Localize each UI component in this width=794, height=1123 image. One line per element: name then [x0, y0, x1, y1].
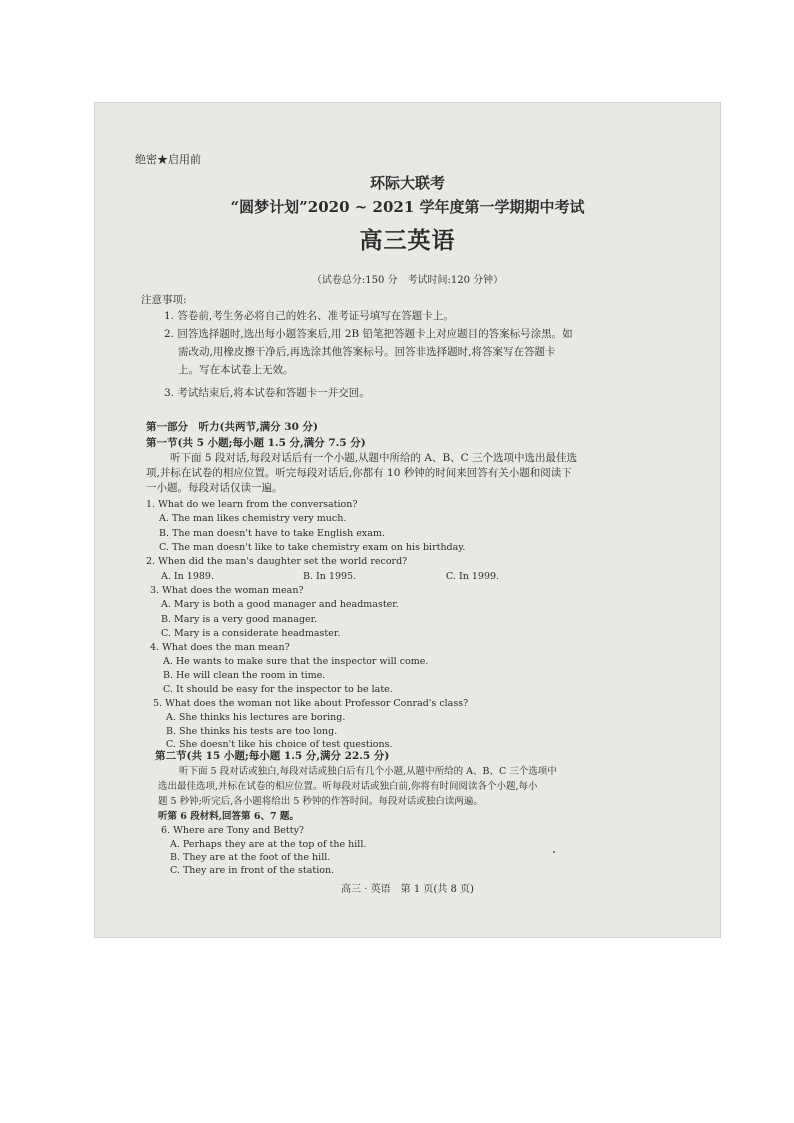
question-option: A. In 1989.: [161, 571, 214, 582]
exam-page: [94, 102, 721, 938]
exam-name-title: “圆梦计划”2020 ~ 2021 学年度第一学期期中考试: [230, 198, 585, 216]
question-stem: 2. When did the man's daughter set the world record?: [146, 556, 408, 567]
notice-heading: 注意事项:: [141, 294, 187, 306]
question-option: C. The man doesn't like to take chemistry exam on his birthday.: [159, 542, 466, 553]
question-option: A. Mary is both a good manager and headmaster.: [161, 599, 399, 610]
question-option: C. Mary is a considerate headmaster.: [161, 628, 341, 639]
material-note: 听第 6 段材料,回答第 6、7 题。: [158, 811, 299, 822]
question-stem: 6. Where are Tony and Betty?: [161, 825, 305, 836]
question-option: A. He wants to make sure that the inspector will come.: [163, 656, 429, 667]
question-option: C. In 1999.: [446, 571, 500, 582]
question-stem: 3. What does the woman mean?: [150, 585, 304, 596]
notice-item: 3. 考试结束后,将本试卷和答题卡一并交回。: [164, 387, 370, 399]
subject-title: 高三英语: [359, 227, 456, 254]
question-stem: 4. What does the man mean?: [150, 642, 290, 653]
question-option: A. The man likes chemistry very much.: [159, 513, 347, 524]
question-option: C. It should be easy for the inspector to be late.: [163, 684, 393, 695]
question-option: B. The man doesn't have to take English exam.: [159, 528, 385, 539]
section1-instructions: 项,并标在试卷的相应位置。听完每段对话后,你都有 10 秒钟的时间来回答有关小题和阅读下: [146, 467, 572, 479]
question-stem: 5. What does the woman not like about Professor Conrad's class?: [153, 698, 469, 709]
section2-instructions: 选出最佳选项,并标在试卷的相应位置。听每段对话或独白前,你将有时间阅读各个小题,每小: [158, 781, 538, 792]
exam-organizer-title: 环际大联考: [369, 174, 445, 192]
question-option: B. In 1995.: [303, 571, 357, 582]
notice-item: 上。写在本试卷上无效。: [178, 364, 294, 376]
notice-item: 需改动,用橡皮擦干净后,再选涂其他答案标号。回答非选择题时,将答案写在答题卡: [178, 346, 556, 358]
section1-instructions: 一小题。每段对话仅读一遍。: [146, 482, 283, 494]
question-option: A. She thinks his lectures are boring.: [166, 712, 346, 723]
confidential-label: 绝密★启用前: [135, 153, 201, 166]
page-footer: 高三 · 英语 第 1 页(共 8 页): [341, 884, 474, 895]
section1-heading: 第一节(共 5 小题;每小题 1.5 分,满分 7.5 分): [146, 437, 366, 449]
question-option: B. She thinks his tests are too long.: [166, 726, 338, 737]
section2-instructions: 题 5 秒钟;听完后,各小题将给出 5 秒钟的作答时间。每段对话或独白读两遍。: [158, 796, 483, 807]
question-option: C. She doesn't like his choice of test questions.: [166, 739, 393, 750]
section2-heading: 第二节(共 15 小题;每小题 1.5 分,满分 22.5 分): [155, 750, 390, 762]
part1-heading: 第一部分 听力(共两节,满分 30 分): [146, 421, 319, 433]
exam-meta: （试卷总分:150 分 考试时间:120 分钟）: [311, 275, 504, 286]
question-stem: 1. What do we learn from the conversation?: [146, 499, 358, 510]
section1-instructions: 听下面 5 段对话,每段对话后有一个小题,从题中所给的 A、B、C 三个选项中选出最佳选: [170, 452, 578, 464]
question-option: B. They are at the foot of the hill.: [170, 852, 331, 863]
print-speck: [553, 851, 555, 853]
notice-item: 1. 答卷前,考生务必将自己的姓名、准考证号填写在答题卡上。: [164, 310, 454, 322]
section2-instructions: 听下面 5 段对话或独白,每段对话或独白后有几个小题,从题中所给的 A、B、C 三个选项中: [179, 766, 557, 777]
question-option: B. Mary is a very good manager.: [161, 614, 318, 625]
question-option: C. They are in front of the station.: [170, 865, 335, 876]
question-option: A. Perhaps they are at the top of the hill.: [170, 839, 367, 850]
question-option: B. He will clean the room in time.: [163, 670, 326, 681]
notice-item: 2. 回答选择题时,选出每小题答案后,用 2B 铅笔把答题卡上对应题目的答案标号涂黑。如: [164, 328, 573, 340]
